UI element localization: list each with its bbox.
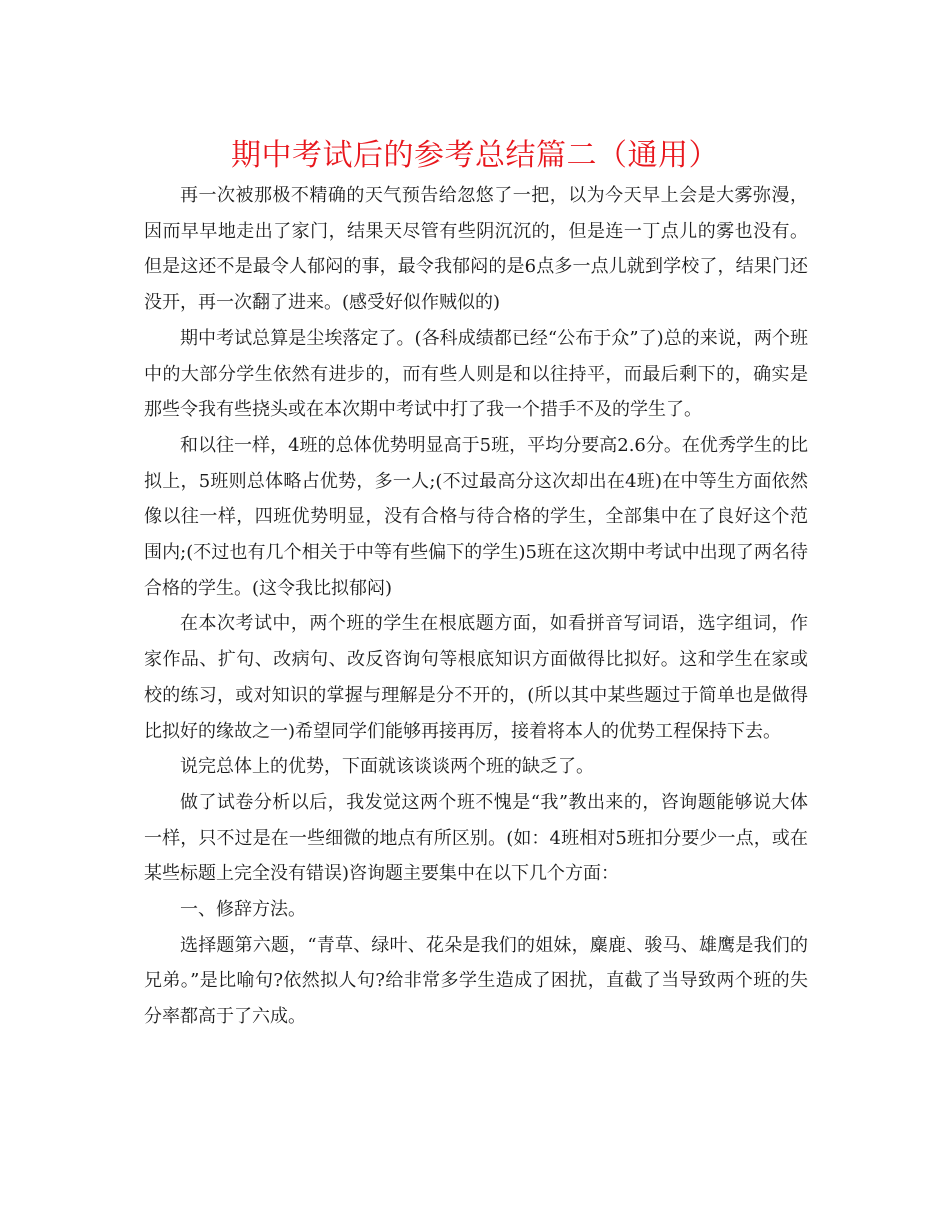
paragraph-5: 说完总体上的优势，下面就该谈谈两个班的缺乏了。: [180, 756, 594, 778]
paragraph-6: 做了试卷分析以后，我发觉这两个班不愧是“我”教出来的，咨询题能够说大体一样，只不过是在一些细微的地点有所区别。(如：4班相对5班扣分要少一点，或在某些标题上完全没有错误)咨询题主要集中在以下几个方面：: [144, 791, 808, 885]
paragraph-1: 再一次被那极不精确的天气预告给忽悠了一把，以为今天早上会是大雾弥漫，因而早早地走出了家门，结果天尽管有些阴沉沉的，但是连一丁点儿的雾也没有。但是这还不是最令人郁闷的事，最令我郁闷的是6点多一点儿就到学校了，结果门还没开，再一次翻了进来。(感受好似作贼似的): [144, 185, 808, 314]
paragraph-4: 在本次考试中，两个班的学生在根底题方面，如看拼音写词语，选字组词，作家作品、扩句、改病句、改反咨询句等根底知识方面做得比拟好。这和学生在家或校的练习，或对知识的掌握与理解是分不开的，(所以其中某些题过于简单也是做得比拟好的缘故之一)希望同学们能够再接再厉，接着将本人的优势工程保持下去。: [144, 613, 808, 742]
document-title: 期中考试后的参考总结篇二（通用）: [231, 138, 719, 173]
document-body: [144, 178, 808, 1035]
paragraph-8: 选择题第六题，“青草、绿叶、花朵是我们的姐妹，麋鹿、骏马、雄鹰是我们的兄弟。”是比喻句?依然拟人句?给非常多学生造成了困扰，直截了当导致两个班的失分率都高于了六成。: [144, 934, 808, 1028]
paragraph-3: 和以往一样，4班的总体优势明显高于5班，平均分要高2.6分。在优秀学生的比拟上，5班则总体略占优势，多一人;(不过最高分这次却出在4班)在中等生方面依然像以往一样，四班优势明显，没有合格与待合格的学生，全部集中在了良好这个范围内;(不过也有几个相关于中等有些偏下的学生)5班在这次期中考试中出现了两名待合格的学生。(这令我比拟郁闷): [144, 434, 808, 599]
paragraph-7: 一、修辞方法。: [180, 899, 306, 921]
paragraph-2: 期中考试总算是尘埃落定了。(各科成绩都已经“公布于众”了)总的来说，两个班中的大部分学生依然有进步的，而有些人则是和以往持平，而最后剩下的，确实是那些令我有些挠头或在本次期中考试中打了我一个措手不及的学生了。: [144, 327, 808, 421]
